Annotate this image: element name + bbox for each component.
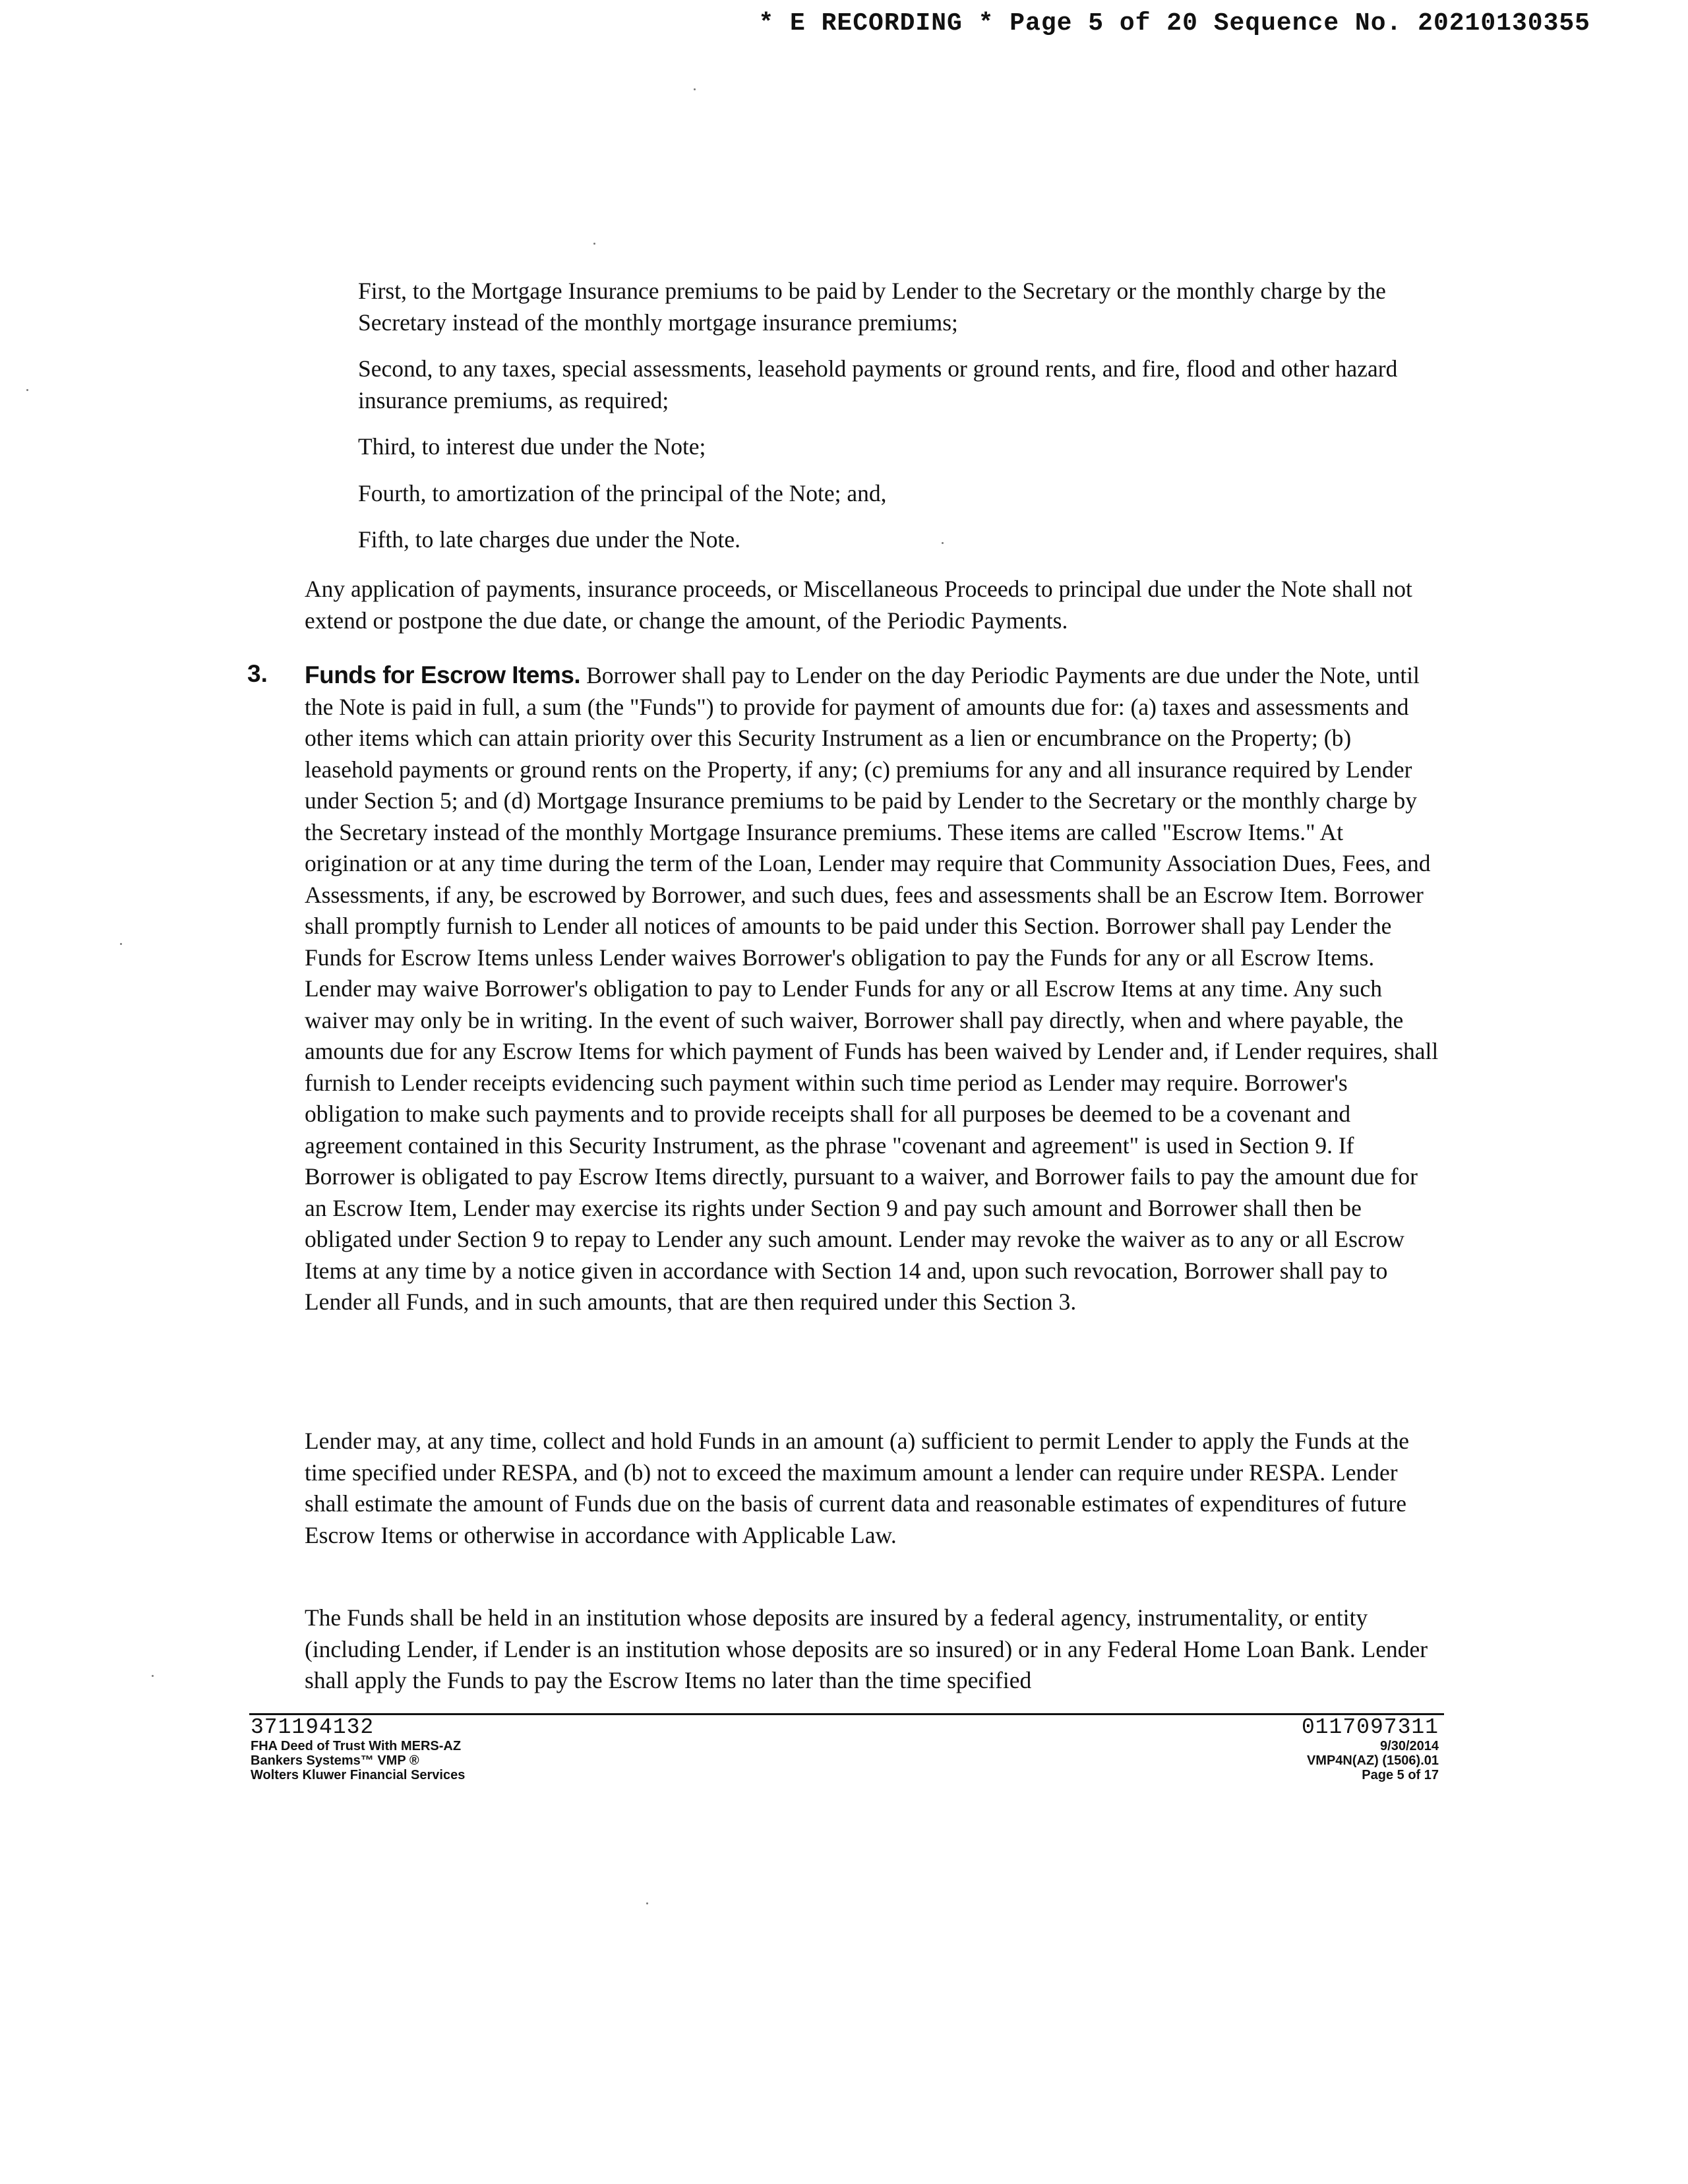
section-title: Funds for Escrow Items. xyxy=(305,661,581,688)
form-date: 9/30/2014 xyxy=(1380,1739,1439,1753)
application-paragraph xyxy=(305,574,1439,636)
payment-order-list xyxy=(358,276,1426,571)
order-item-second: Second, to any taxes, special assessments, leasehold payments or ground rents, and fire, flood and other hazard insurance premiums, as required; xyxy=(358,355,1398,413)
order-item-fourth: Fourth, to amortization of the principal of the Note; and, xyxy=(358,479,887,506)
publisher-name: Wolters Kluwer Financial Services xyxy=(251,1768,466,1782)
loan-number: 371194132 xyxy=(251,1715,375,1740)
order-item-fifth: Fifth, to late charges due under the Note. xyxy=(358,526,740,553)
scan-speck xyxy=(26,389,28,391)
funds-institution-text: The Funds shall be held in an institution whose deposits are insured by a federal agency, instrumentality, or entity (including Lender, if Lender is an institution whose deposits are so insured) or in any Federal Home Loan Bank. Lender shall apply the Funds to pay the Escrow Items no later than the time specified xyxy=(305,1604,1428,1693)
reference-number: 0117097311 xyxy=(1301,1715,1439,1740)
hold-funds-paragraph xyxy=(305,1426,1439,1551)
hold-funds-text: Lender may, at any time, collect and hold Funds in an amount (a) sufficient to permit Lender to apply the Funds at the time specified under RESPA, and (b) not to exceed the maximum amount a lender can require under RESPA. Lender shall estimate the amount of Funds due on the basis of current data and reasonable estimates of expenditures of future Escrow Items or otherwise in accordance with Applicable Law. xyxy=(305,1428,1409,1548)
section-3-text: Borrower shall pay to Lender on the day Periodic Payments are due under the Note, until the Note is paid in full, a sum (the "Funds") to provide for payment of amounts due for: (a) taxes and assessments and other items which can attain priority over this Security Instrument as a lien or encumbrance on the Property; (b) leasehold payments or ground rents on the Property, if any; (c) premiums for any and all insurance required by Lender under Section 5; and (d) Mortgage Insurance premiums to be paid by Lender to the Secretary or the monthly charge by the Secretary instead of the monthly Mortgage Insurance premiums. These items are called "Escrow Items." At origination or at any time during the term of the Loan, Lender may require that Community Association Dues, Fees, and Assessments, if any, be escrowed by Borrower, and such dues, fees and assessments shall be an Escrow Item. Borrower shall promptly furnish to Lender all notices of amounts to be paid under this Section. Borrower shall pay Lender the Funds for Escrow Items unless Lender waives Borrower's obligation to pay the Funds for any or all Escrow Items. Lender may waive Borrower's obligation to pay to Lender Funds for any or all Escrow Items at any time. Any such waiver may only be in writing. In the event of such waiver, Borrower shall pay directly, when and where payable, the amounts due for any Escrow Items for which payment of Funds has been waived by Lender and, if Lender requires, shall furnish to Lender receipts evidencing such payment within such time period as Lender may require. Borrower's obligation to make such payments and to provide receipts shall for all purposes be deemed to be a covenant and agreement contained in this Security Instrument, as the phrase "covenant and agreement" is used in Section 9. If Borrower is obligated to pay Escrow Items directly, pursuant to a waiver, and Borrower fails to pay the amount due for an Escrow Item, Lender may exercise its rights under Section 9 and pay such amount and Borrower shall then be obligated under Section 9 to repay to Lender any such amount. Lender may revoke the waiver as to any or all Escrow Items at any time by a notice given in accordance with Section 14 and, upon such revocation, Borrower shall pay to Lender all Funds, and in such amounts, that are then required under this Section 3. xyxy=(305,662,1439,1315)
footer-right xyxy=(1302,1716,1439,1782)
scan-speck xyxy=(593,243,595,245)
footer-divider xyxy=(249,1713,1444,1715)
scan-speck xyxy=(646,1902,648,1904)
order-item-third: Third, to interest due under the Note; xyxy=(358,433,706,460)
section-3 xyxy=(305,659,1439,1318)
order-item-first: First, to the Mortgage Insurance premiums to be paid by Lender to the Secretary or the monthly charge by the Secretary instead of the monthly mortgage insurance premiums; xyxy=(358,278,1386,336)
recording-header: * E RECORDING * Page 5 of 20 Sequence No. 20210130355 xyxy=(758,9,1590,38)
form-name: FHA Deed of Trust With MERS-AZ xyxy=(251,1739,462,1753)
scan-speck xyxy=(694,88,696,90)
form-code: VMP4N(AZ) (1506).01 xyxy=(1306,1753,1439,1768)
section-number: 3. xyxy=(247,660,268,687)
application-paragraph-text: Any application of payments, insurance proceeds, or Miscellaneous Proceeds to principal due under the Note shall not extend or postpone the due date, or change the amount, of the Periodic Payments. xyxy=(305,576,1412,634)
form-page: Page 5 of 17 xyxy=(1362,1768,1439,1782)
funds-institution-paragraph xyxy=(305,1602,1439,1697)
footer-left xyxy=(251,1716,465,1782)
scan-speck xyxy=(942,542,944,544)
scan-speck xyxy=(152,1675,154,1677)
scan-speck xyxy=(120,943,122,945)
vendor-name: Bankers Systems™ VMP ® xyxy=(251,1753,419,1768)
